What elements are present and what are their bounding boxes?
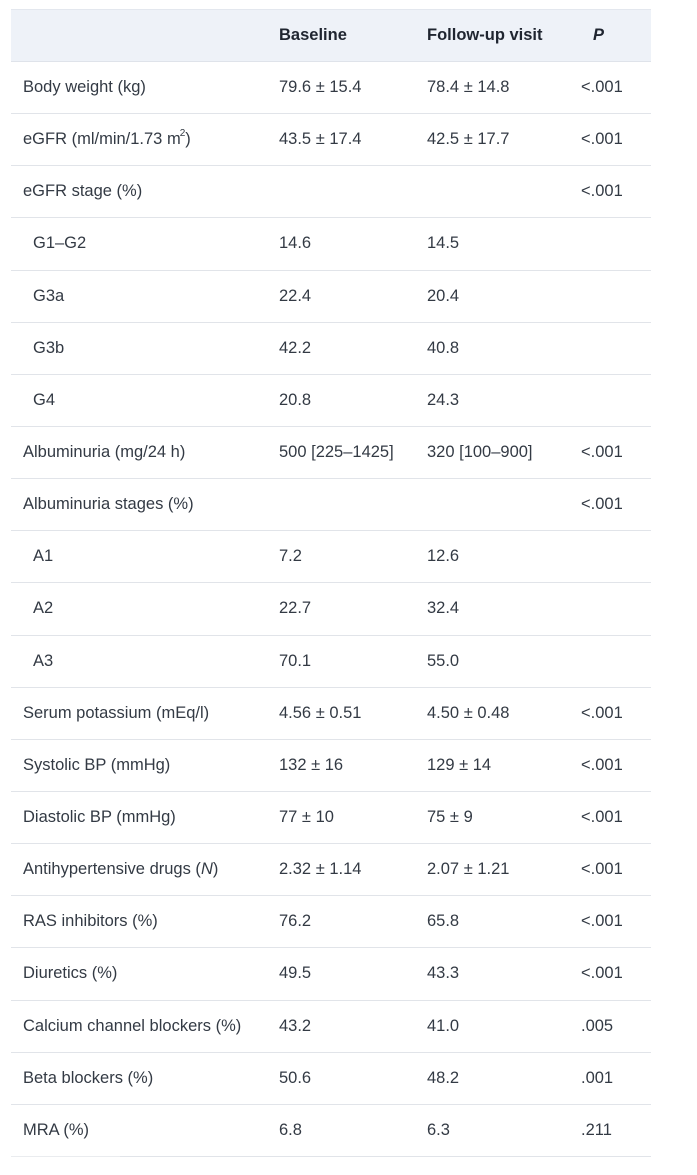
p-value-cell	[581, 218, 651, 270]
table-row	[11, 218, 651, 270]
baseline-cell: 43.5 ± 17.4	[279, 130, 362, 149]
follow-up-cell: 320 [100–900]	[427, 443, 533, 462]
p-value-cell	[581, 374, 651, 426]
baseline-cell: 6.8	[279, 1120, 302, 1139]
table-row	[11, 426, 651, 478]
follow-up-cell: 78.4 ± 14.8	[427, 78, 510, 97]
table-row	[11, 62, 651, 114]
follow-up-cell	[427, 479, 581, 531]
p-value-cell: <.001	[581, 808, 623, 827]
row-label: Albuminuria (mg/24 h)	[23, 443, 186, 462]
row-label: Diastolic BP (mmHg)	[23, 808, 176, 827]
baseline-cell: 500 [225–1425]	[279, 443, 394, 462]
row-label	[11, 114, 279, 166]
row-label: G4	[33, 390, 56, 409]
baseline-cell: 2.32 ± 1.14	[279, 860, 362, 879]
data-table	[11, 9, 651, 1157]
p-value-cell: <.001	[581, 964, 623, 983]
follow-up-cell: 40.8	[427, 338, 460, 357]
table-row	[11, 114, 651, 166]
header-follow-up: Follow-up visit	[427, 10, 581, 62]
row-label: A3	[33, 651, 54, 670]
follow-up-cell: 12.6	[427, 547, 460, 566]
baseline-cell: 132 ± 16	[279, 755, 344, 774]
p-value-cell: <.001	[581, 130, 623, 149]
baseline-cell: 22.4	[279, 286, 312, 305]
header-p-value: P	[581, 10, 651, 62]
table-row	[11, 322, 651, 374]
p-value-cell: <.001	[581, 495, 623, 514]
baseline-cell: 50.6	[279, 1068, 312, 1087]
row-label: MRA (%)	[23, 1120, 89, 1139]
baseline-cell	[279, 479, 427, 531]
row-label: Beta blockers (%)	[23, 1068, 154, 1087]
follow-up-cell: 129 ± 14	[427, 755, 492, 774]
follow-up-cell: 2.07 ± 1.21	[427, 860, 510, 879]
row-label-text: eGFR (ml/min/1.73 m	[23, 130, 181, 149]
row-label: A2	[33, 599, 54, 618]
baseline-cell: 79.6 ± 15.4	[279, 78, 362, 97]
follow-up-cell: 14.5	[427, 234, 460, 253]
table-body	[11, 62, 651, 1157]
header-variable	[11, 10, 279, 62]
table-header	[11, 10, 651, 62]
follow-up-cell: 48.2	[427, 1068, 460, 1087]
p-value-cell: .211	[581, 1120, 612, 1139]
p-value-cell: <.001	[581, 182, 623, 201]
table-row	[11, 270, 651, 322]
header-baseline: Baseline	[279, 10, 427, 62]
follow-up-cell: 20.4	[427, 286, 460, 305]
row-label-text-end: )	[212, 860, 219, 879]
p-value-cell	[581, 270, 651, 322]
baseline-cell: 70.1	[279, 651, 312, 670]
row-label: A1	[33, 547, 54, 566]
table-row	[11, 374, 651, 426]
row-label-text-end: )	[185, 130, 191, 149]
table-row	[11, 739, 651, 791]
baseline-cell: 42.2	[279, 338, 312, 357]
table-row	[11, 791, 651, 843]
table-row	[11, 583, 651, 635]
row-label: Calcium channel blockers (%)	[23, 1016, 242, 1035]
table-row	[11, 166, 651, 218]
follow-up-cell: 42.5 ± 17.7	[427, 130, 510, 149]
table-row	[11, 844, 651, 896]
follow-up-cell: 43.3	[427, 964, 460, 983]
baseline-cell	[279, 166, 427, 218]
baseline-cell: 77 ± 10	[279, 808, 334, 827]
follow-up-cell: 75 ± 9	[427, 808, 473, 827]
table-row	[11, 948, 651, 1000]
baseline-cell: 76.2	[279, 912, 312, 931]
p-value-cell: <.001	[581, 860, 623, 879]
row-label-text: Antihypertensive drugs (	[23, 860, 201, 879]
follow-up-cell: 24.3	[427, 390, 460, 409]
p-value-cell: <.001	[581, 78, 623, 97]
follow-up-cell: 65.8	[427, 912, 460, 931]
follow-up-cell: 4.50 ± 0.48	[427, 703, 510, 722]
follow-up-cell: 41.0	[427, 1016, 460, 1035]
row-label: Diuretics (%)	[23, 964, 118, 983]
row-label: Serum potassium (mEq/l)	[23, 703, 210, 722]
table-row	[11, 635, 651, 687]
row-label: G1–G2	[33, 234, 87, 253]
row-label: G3a	[33, 286, 65, 305]
baseline-cell: 49.5	[279, 964, 312, 983]
p-value-cell: <.001	[581, 755, 623, 774]
table-container	[11, 9, 651, 1157]
p-value-cell: .001	[581, 1068, 614, 1087]
row-label	[11, 844, 279, 896]
baseline-cell: 20.8	[279, 390, 312, 409]
p-value-cell	[581, 583, 651, 635]
p-value-cell	[581, 322, 651, 374]
baseline-cell: 14.6	[279, 234, 312, 253]
p-value-cell: <.001	[581, 703, 623, 722]
p-value-cell: <.001	[581, 443, 623, 462]
p-value-cell	[581, 635, 651, 687]
table-row	[11, 1104, 651, 1156]
row-label: G3b	[33, 338, 65, 357]
row-label: RAS inhibitors (%)	[23, 912, 158, 931]
baseline-cell: 22.7	[279, 599, 312, 618]
table-row	[11, 896, 651, 948]
italic-n: N	[200, 860, 213, 879]
follow-up-cell	[427, 166, 581, 218]
follow-up-cell: 55.0	[427, 651, 460, 670]
baseline-cell: 4.56 ± 0.51	[279, 703, 362, 722]
table-row	[11, 1000, 651, 1052]
p-value-cell: <.001	[581, 912, 623, 931]
follow-up-cell: 32.4	[427, 599, 460, 618]
row-label: Albuminuria stages (%)	[23, 495, 194, 514]
baseline-cell: 43.2	[279, 1016, 312, 1035]
row-label: Systolic BP (mmHg)	[23, 755, 171, 774]
table-row	[11, 531, 651, 583]
table-row	[11, 687, 651, 739]
header-row	[11, 10, 651, 62]
p-value-cell: .005	[581, 1016, 614, 1035]
follow-up-cell: 6.3	[427, 1120, 450, 1139]
p-value-cell	[581, 531, 651, 583]
superscript: 2	[179, 128, 186, 140]
baseline-cell: 7.2	[279, 547, 302, 566]
row-label: Body weight (kg)	[23, 78, 146, 97]
row-label: eGFR stage (%)	[23, 182, 143, 201]
table-row	[11, 479, 651, 531]
table-row	[11, 1052, 651, 1104]
